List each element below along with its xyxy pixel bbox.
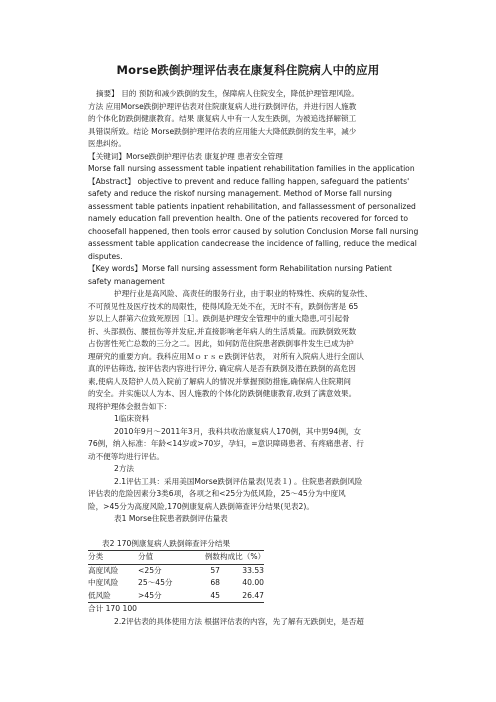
table-2-caption: 表2 170例康复病人跌倒筛查评分结果 (102, 538, 231, 548)
document-body (88, 88, 424, 628)
section-1-line: 动不便等均进行评估。 (88, 451, 164, 461)
table-cell: 45 (210, 590, 220, 600)
table-header-cell: 分值 (138, 552, 154, 561)
keywords-line: 【关键词】Morse跌倒护理评估表 康复护理 患者安全管理 (88, 151, 283, 161)
intro-line: 理研究的重要方向。我科应用Ｍｏｒｓｅ跌倒评估表， 对所有入院病人进行全面认 (88, 351, 364, 361)
english-abstract-line: namely education fall prevention health. One of the patients recovered for forced to (88, 214, 409, 223)
section-1-line: 2010年9月～2011年3月，我科共收治康复病人170例，其中男94例，女 (114, 426, 362, 436)
table-cell: <25分 (138, 565, 162, 575)
english-abstract-line: choosefall happened, then tools error caused by solution Conclusion Morse fall nursing (88, 226, 419, 236)
table-header-cell: 例数 (204, 552, 220, 561)
english-abstract-line: safety and reduce the riskof nursing management. Method of Morse fall nursing (88, 189, 392, 198)
table-1-caption: 表1 Morse住院患者跌倒评估量表 (114, 514, 228, 523)
document-title: Morse跌倒护理评估表在康复科住院病人中的应用 (116, 63, 380, 77)
table-header-row (88, 551, 264, 564)
english-title: Morse fall nursing assessment table inpatient rehabilitation families in the application (88, 164, 415, 173)
table-header-cell: 构成比（%） (220, 552, 266, 561)
table-cell: 高度风险 (88, 565, 119, 575)
abstract-line: 具错误所致。结论 Morse跌倒护理评估表的应用能大大降低跌倒的发生率，减少 (88, 126, 357, 136)
intro-line: 折、头部损伤、腰扭伤等并发症,并直接影响老年病人的生活质量。而跌倒致死数 (88, 326, 357, 336)
table-row (88, 577, 264, 590)
table-cell: 26.47 (242, 590, 264, 600)
english-keywords-line: safety management (88, 276, 165, 286)
table-row (88, 565, 264, 578)
section-1-heading: 1临床资料 (114, 414, 150, 423)
english-abstract-line: disputes. (88, 251, 123, 261)
abstract-line: 方法 应用Morse跌倒护理评估表对住院康复病人进行跌倒评估，并进行因人施教 (88, 101, 357, 111)
intro-line: 占伤害性死亡总数的三分之二。因此，如何防范住院患者跌倒事件发生已成为护 (88, 339, 354, 348)
section-2-1-line: 险，>45分为高度风险,170例康复病人跌倒筛查评分结果(见表2)。 (88, 501, 314, 511)
intro-line: 真的评估筛选, 按评估表内容进行评分, 确定病人是否有跌倒及潜在跌倒的高危因 (88, 364, 356, 373)
table-cell: 33.53 (242, 565, 264, 575)
english-keywords-line: 【Key words】Morse fall nursing assessment form Rehabilitation nursing Patient (88, 264, 392, 273)
table-total-row: 合计 170 100 (88, 604, 138, 613)
intro-line: 现将护理体会报告如下： (88, 401, 172, 411)
abstract-line: 的个体化防跌倒健康教育。结果 康复病人中有一人发生跌倒，为被追选择解锁工 (88, 114, 357, 123)
section-2-2-line: 2.2评估表的具体使用方法 根据评估表的内容，先了解有无跌倒史，是否超 (114, 616, 364, 626)
table-header-cell: 分类 (88, 552, 104, 561)
intro-line: 不可预见性及医疗技术的局限性，使得风险无处不在，无时不有，跌倒伤害是 65 (88, 301, 359, 311)
intro-line: 岁以上人群第六位致死原因［1］。跌倒是护理安全管理中的重大隐患,可引起骨 (88, 314, 350, 323)
table-cell: 40.00 (242, 578, 264, 587)
table-cell: 低风险 (88, 590, 111, 600)
section-2-1-line: 2.1评估工具：采用美国Morse跌倒评估量表(见表１) 。住院患者跌倒风险 (114, 476, 363, 486)
english-abstract-line: assessment table patients inpatient rehabilitation, and fallassessment of personalized (88, 201, 416, 211)
section-1-line: 76例，纳入标准：年龄<14岁或>70岁，孕妇，=意识障碍患者、有疼痛患者、行 (88, 439, 364, 448)
table-row (88, 590, 264, 603)
table-2 (88, 538, 264, 616)
english-abstract-line: 【Abstract】 objective to prevent and reduce falling happen, safeguard the patients' (88, 176, 410, 186)
table-cell: 57 (210, 565, 220, 575)
table-cell: 中度风险 (88, 578, 119, 587)
abstract-line: 摘要】 目的 预防和减少跌倒的发生，保障病人住院安全，降低护理管理风险。 (96, 89, 360, 98)
table-cell: 68 (210, 578, 220, 587)
section-2-heading: 2方法 (114, 464, 135, 473)
intro-line: 的安全。并实施以人为本、因人施教的个体化防跌倒健康教育,收到了满意效果。 (88, 389, 357, 398)
table-cell: >45分 (138, 590, 162, 600)
table-cell: 25～45分 (138, 578, 173, 587)
english-abstract-line: assessment table application candecrease the incidence of falling, reduce the medical (88, 239, 417, 248)
intro-line: 素,使病人及陪护人员入院前了解病人的情况并掌握预防措施,确保病人住院期间 (88, 376, 352, 386)
section-2-1-line: 评估表的危险因素分3类6项，各项之和<25分为低风险，25～45分为中度风 (88, 489, 346, 498)
intro-line: 护理行业是高风险、高责任的服务行业，由于职业的特殊性、疾病的复杂性、 (114, 289, 373, 298)
abstract-line: 医患纠纷。 (88, 139, 126, 148)
